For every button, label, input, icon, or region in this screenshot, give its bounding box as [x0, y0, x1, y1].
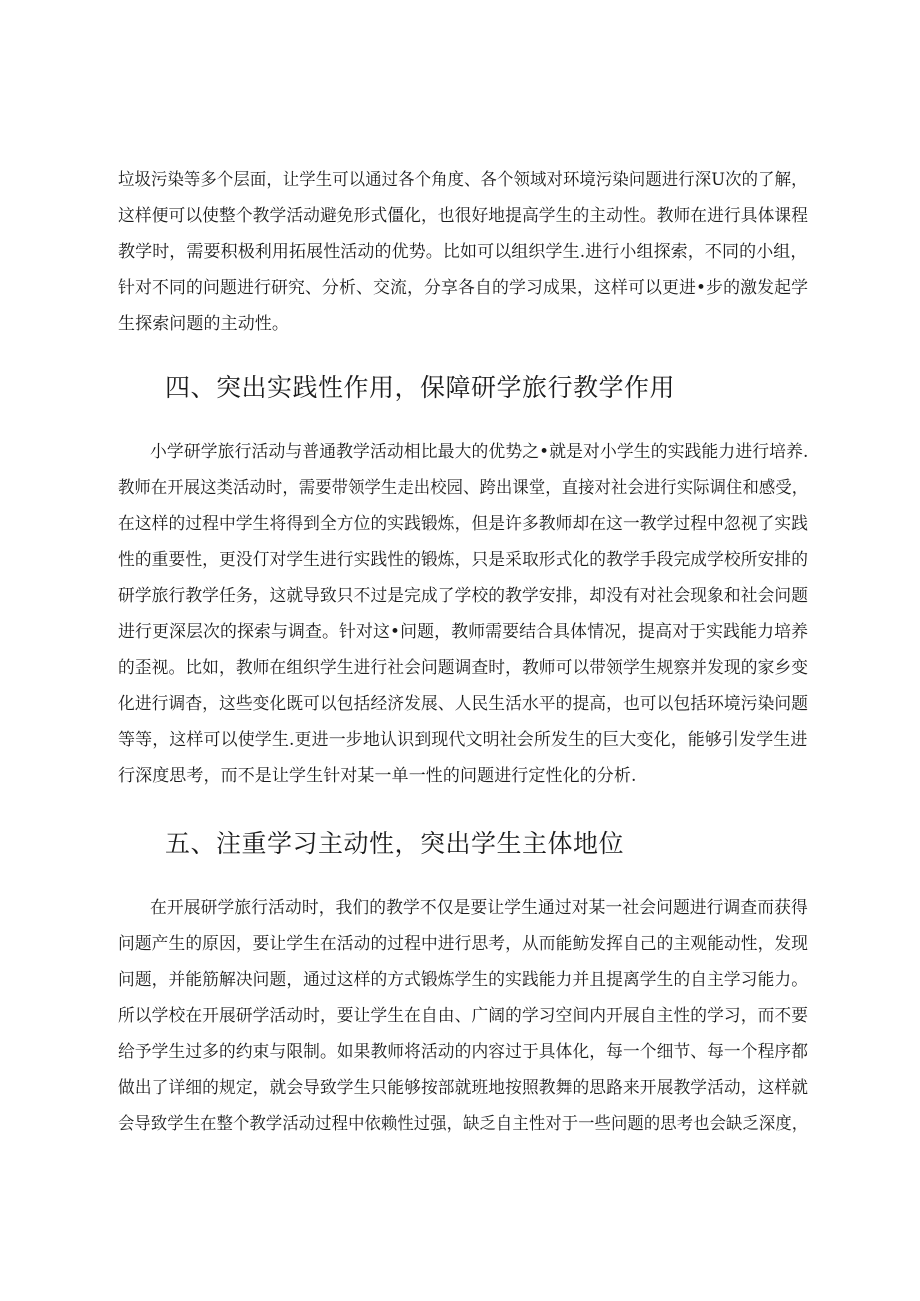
text-line: 教学时，需要积极利用拓展性活动的优势。比如可以组织学生.进行小组探索，不同的小组，: [118, 242, 808, 262]
section-heading-5: 五、注重学习主动性，突出学生主体地位: [165, 829, 625, 858]
text-line: 教师在开展这类活动时，需要带领学生走出校园、跨出课堂，直接对社会进行实际调住和感受，: [118, 478, 809, 498]
text-line: 做出了详细的规定，就会导致学生只能够按部就班地按照教舞的思路来开展教学活动，这样就: [118, 1078, 809, 1098]
text-line: 研学旅行教学任务，这就导致只不过是完成了学校的教学安排，却没有对社会现象和社会问题: [118, 586, 809, 606]
text-line: 针对不同的问题进行研究、分析、交流，分享各自的学习成果，这样可以更进•步的激发起学: [118, 278, 809, 298]
text-line: 在这样的过程中学生将得到全方位的实践锻炼，但是许多教师却在这一教学过程中忽视了实践: [118, 514, 809, 534]
text-line: 的歪视。比如，教师在组织学生进行社会问题调查时，教师可以带领学生规察并发现的家乡变: [118, 658, 809, 678]
text-line: 在开展研学旅行活动时，我们的教学不仅是要让学生通过对某一社会问题进行调查而获得: [150, 898, 808, 918]
text-line: 小学研学旅行活动与普通教学活动相比最大的优势之•就是对小学生的实践能力进行培养.: [150, 442, 809, 462]
section-heading-4: 四、突出实践性作用，保障研学旅行教学作用: [165, 373, 676, 402]
text-line: 化进行调杳，这些变化既可以包括经济发展、人民生活水平的提高，也可以包括环境污染问题: [118, 694, 809, 714]
text-line: 生探索问题的主动性。: [118, 314, 289, 334]
text-line: 性的重要性，更没仃对学生进行实践性的锻炼，只是采取形式化的教学手段完成学校所安排的: [118, 550, 809, 570]
text-line: 垃圾污染等多个层面，让学生可以通过各个角度、各个领域对环境污染问题进行深U次的了解，: [118, 170, 808, 190]
text-line: 会导致学生在整个教学活动过程中依赖性过强，缺乏自主性对于一些问题的思考也会缺乏深度，: [118, 1114, 809, 1134]
text-line: 所以学校在开展研学活动时，要让学生在自由、广阔的学习空间内开展自主性的学习，而不要: [118, 1006, 809, 1026]
text-line: 等等，这样可以使学生.更进一步地认识到现代文明社会所发生的巨大变化，能够引发学生进: [118, 730, 808, 750]
text-line: 这样便可以使整个教学活动避免形式僵化，也很好地提高学生的主动性。教师在进行具体课程: [118, 206, 809, 226]
text-line: 行深度思考，而不是让学生针对某一单一性的问题进行定性化的分析.: [118, 766, 637, 786]
text-line: 给予学生过多的约束与限制。如果教师将活动的内容过于具体化，每一个细节、每一个程序都: [118, 1042, 809, 1062]
text-line: 问题，并能筋解决问题，通过这样的方式锻炼学生的实践能力并且提离学生的自主学习能力。: [118, 970, 809, 990]
text-line: 进行更深层次的探索与调查。针对这•问题，教师需要结合具体情况，提高对于实践能力培养: [118, 622, 809, 642]
text-line: 问题产生的原因，要让学生在活动的过程中进行思考，从而能鲂发挥自己的主观能动性，发现: [118, 934, 809, 954]
